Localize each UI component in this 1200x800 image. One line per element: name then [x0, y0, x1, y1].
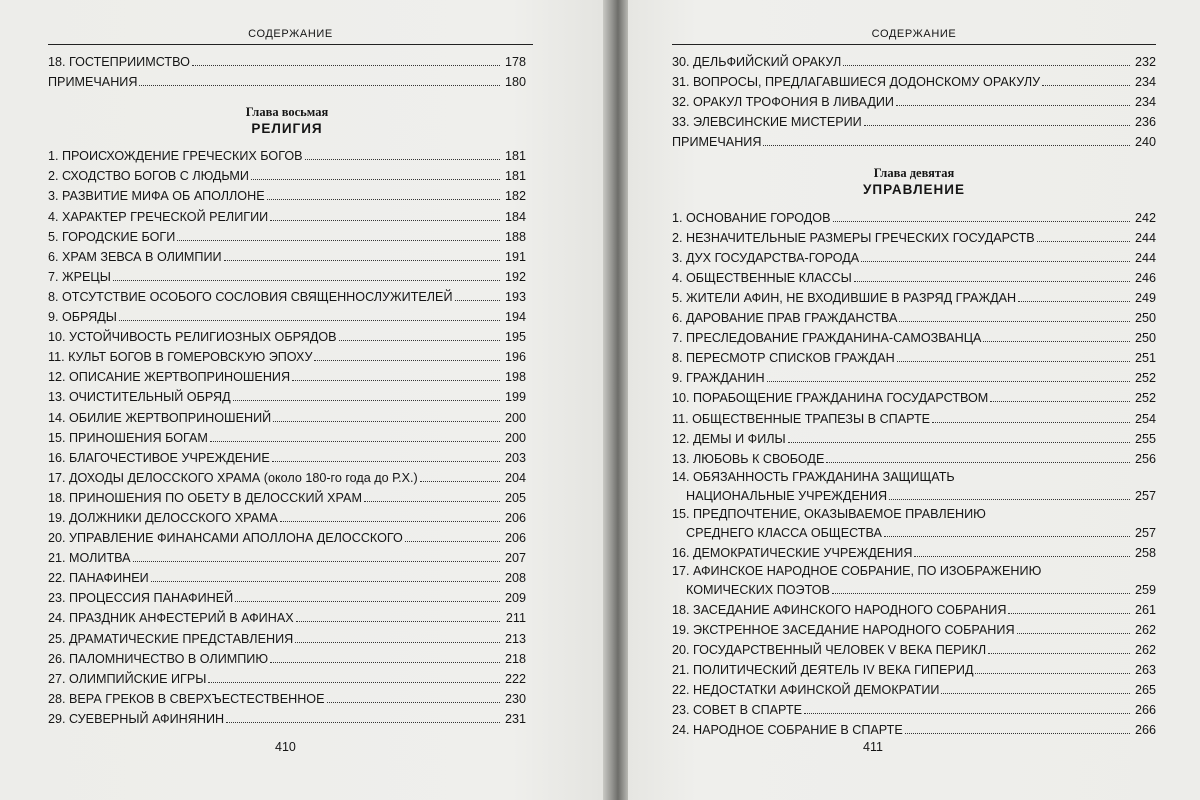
toc-entry-page: 213	[504, 631, 526, 646]
page-number: 411	[863, 740, 883, 754]
leader-dots	[896, 105, 1130, 106]
leader-dots	[113, 280, 500, 281]
toc-entry[interactable]	[672, 698, 1156, 718]
leader-dots	[455, 300, 500, 301]
leader-dots	[420, 481, 500, 482]
leader-dots	[192, 65, 500, 66]
toc-entry-page: 250	[1134, 331, 1156, 346]
toc-entry-page: 246	[1134, 270, 1156, 285]
toc-entry-title: 30. ДЕЛЬФИЙСКИЙ ОРАКУЛ	[672, 55, 842, 70]
leader-dots	[1037, 241, 1130, 242]
toc-entry[interactable]	[672, 130, 1156, 150]
toc-entry-title: 22. ПАНАФИНЕИ	[48, 571, 149, 586]
leader-dots	[226, 722, 500, 723]
toc-list-right	[672, 50, 1156, 738]
toc-entry-title: 18. ГОСТЕПРИИМСТВО	[48, 55, 190, 70]
toc-entry-title: 23. ПРОЦЕССИЯ ПАНАФИНЕЙ	[48, 591, 234, 606]
toc-entry-page: 255	[1134, 431, 1156, 446]
toc-entry-page: 262	[1134, 643, 1156, 658]
toc-entry[interactable]	[48, 204, 526, 224]
toc-entry-page: 232	[1134, 55, 1156, 70]
leader-dots	[339, 340, 500, 341]
right-page	[628, 0, 1200, 800]
toc-entry[interactable]	[48, 586, 526, 606]
leader-dots	[990, 401, 1130, 402]
toc-entry-page: 259	[1134, 582, 1156, 597]
toc-entry-title: 10. УСТОЙЧИВОСТЬ РЕЛИГИОЗНЫХ ОБРЯДОВ	[48, 330, 337, 345]
toc-entry[interactable]	[48, 245, 526, 265]
toc-entry[interactable]	[48, 70, 526, 90]
toc-entry-title: 17. АФИНСКОЕ НАРОДНОЕ СОБРАНИЕ, ПО ИЗОБРАЖЕНИЮ	[672, 563, 1042, 578]
leader-dots	[327, 702, 501, 703]
leader-dots	[788, 442, 1130, 443]
toc-entry-page: 231	[504, 711, 526, 726]
leader-dots	[861, 261, 1130, 262]
toc-entry-page: 178	[504, 55, 526, 70]
toc-entry-title: 22. НЕДОСТАТКИ АФИНСКОЙ ДЕМОКРАТИИ	[672, 683, 940, 698]
toc-entry-title: 23. СОВЕТ В СПАРТЕ	[672, 703, 802, 718]
toc-entry[interactable]	[672, 70, 1156, 90]
toc-entry[interactable]	[48, 506, 526, 526]
toc-entry-page: 206	[504, 510, 526, 525]
toc-entry-page: 195	[504, 330, 526, 345]
leader-dots	[273, 421, 500, 422]
toc-entry[interactable]	[672, 266, 1156, 286]
leader-dots	[267, 199, 500, 200]
toc-entry[interactable]	[48, 325, 526, 345]
toc-entry-title: 7. ЖРЕЦЫ	[48, 269, 111, 284]
toc-entry-title: 16. БЛАГОЧЕСТИВОЕ УЧРЕЖДЕНИЕ	[48, 450, 270, 465]
toc-entry-title: ПРИМЕЧАНИЯ	[672, 135, 762, 150]
leader-dots	[864, 125, 1130, 126]
leader-dots	[832, 593, 1130, 594]
toc-entry[interactable]	[48, 626, 526, 646]
leader-dots	[767, 381, 1130, 382]
toc-entry-title: 31. ВОПРОСЫ, ПРЕДЛАГАВШИЕСЯ ДОДОНСКОМУ ОРАКУЛУ	[672, 75, 1041, 90]
toc-entry-title: 27. ОЛИМПИЙСКИЕ ИГРЫ	[48, 671, 207, 686]
leader-dots	[763, 145, 1130, 146]
toc-entry-title: 2. СХОДСТВО БОГОВ С ЛЮДЬМИ	[48, 169, 249, 184]
leader-dots	[897, 361, 1130, 362]
toc-entry-page: 252	[1134, 391, 1156, 406]
toc-entry-page: 263	[1134, 663, 1156, 678]
chapter-entries-cont	[672, 598, 1156, 739]
toc-entry-title-cont: СРЕДНЕГО КЛАССА ОБЩЕСТВА	[686, 525, 882, 540]
leader-dots	[1008, 613, 1130, 614]
toc-entry-title: 14. ОБЯЗАННОСТЬ ГРАЖДАНИНА ЗАЩИЩАТЬ	[672, 469, 955, 484]
toc-entry[interactable]	[48, 184, 526, 204]
toc-entry[interactable]	[672, 427, 1156, 447]
toc-entry[interactable]	[672, 50, 1156, 70]
toc-entry-title: 29. СУЕВЕРНЫЙ АФИНЯНИН	[48, 711, 225, 726]
toc-entry-page: 203	[504, 450, 526, 465]
toc-entry-page: 184	[504, 209, 526, 224]
toc-entry-title: 18. ПРИНОШЕНИЯ ПО ОБЕТУ В ДЕЛОССКИЙ ХРАМ	[48, 490, 362, 505]
toc-entry-title: ПРИМЕЧАНИЯ	[48, 75, 138, 90]
toc-entry-title: 10. ПОРАБОЩЕНИЕ ГРАЖДАНИНА ГОСУДАРСТВОМ	[672, 391, 989, 406]
toc-entry-title: 3. РАЗВИТИЕ МИФА ОБ АПОЛЛОНЕ	[48, 189, 265, 204]
leader-dots	[914, 556, 1130, 557]
toc-entry-title: 9. ГРАЖДАНИН	[672, 371, 765, 386]
leader-dots	[119, 320, 500, 321]
toc-entry[interactable]	[48, 526, 526, 546]
toc-entry-title: 21. МОЛИТВА	[48, 551, 131, 566]
leader-dots	[889, 499, 1130, 500]
toc-entry-page: 192	[504, 269, 526, 284]
toc-entry-page: 244	[1134, 250, 1156, 265]
leader-dots	[405, 541, 500, 542]
toc-entry-title: 24. ПРАЗДНИК АНФЕСТЕРИЙ В АФИНАХ	[48, 611, 294, 626]
toc-entry[interactable]	[672, 226, 1156, 246]
toc-entry-title: 5. ЖИТЕЛИ АФИН, НЕ ВХОДИВШИЕ В РАЗРЯД ГРАЖДАН	[672, 290, 1017, 305]
book-gutter	[603, 0, 628, 800]
leader-dots	[804, 713, 1130, 714]
toc-entry-page: 198	[504, 370, 526, 385]
toc-entry-page: 249	[1134, 290, 1156, 305]
toc-entry[interactable]	[672, 246, 1156, 266]
toc-entry-page: 194	[504, 310, 526, 325]
leader-dots	[314, 360, 500, 361]
toc-entry[interactable]	[48, 486, 526, 506]
toc-entry-page: 257	[1134, 488, 1156, 503]
toc-entry-title: 11. КУЛЬТ БОГОВ В ГОМЕРОВСКУЮ ЭПОХУ	[48, 350, 313, 365]
toc-entry[interactable]	[672, 406, 1156, 426]
leader-dots	[932, 422, 1130, 423]
toc-entry-title: 9. ОБРЯДЫ	[48, 310, 117, 325]
leader-dots	[272, 461, 500, 462]
header-rule	[48, 44, 533, 45]
toc-entry[interactable]	[48, 566, 526, 586]
toc-entry[interactable]	[48, 285, 526, 305]
toc-entry-page: 211	[505, 611, 526, 626]
toc-entry-title: 19. ДОЛЖНИКИ ДЕЛОССКОГО ХРАМА	[48, 510, 278, 525]
toc-entry[interactable]	[48, 385, 526, 405]
toc-entry-title: 2. НЕЗНАЧИТЕЛЬНЫЕ РАЗМЕРЫ ГРЕЧЕСКИХ ГОСУДАРСТВ	[672, 230, 1035, 245]
toc-entry-title: 4. ОБЩЕСТВЕННЫЕ КЛАССЫ	[672, 270, 852, 285]
toc-entry[interactable]	[672, 541, 1156, 561]
leader-dots	[295, 642, 500, 643]
toc-entry[interactable]	[48, 164, 526, 184]
toc-entry-title-cont: КОМИЧЕСКИХ ПОЭТОВ	[686, 582, 830, 597]
toc-entry-title: 6. ХРАМ ЗЕВСА В ОЛИМПИИ	[48, 249, 222, 264]
toc-entry[interactable]	[672, 286, 1156, 306]
toc-entry-title: 18. ЗАСЕДАНИЕ АФИНСКОГО НАРОДНОГО СОБРАНИЯ	[672, 602, 1007, 617]
toc-entry-page: 240	[1134, 135, 1156, 150]
toc-entry-page: 258	[1134, 545, 1156, 560]
toc-entry-page: 266	[1134, 723, 1156, 738]
toc-entry[interactable]	[48, 365, 526, 385]
toc-entry-page: 182	[504, 189, 526, 204]
leader-dots	[826, 462, 1130, 463]
leader-dots	[1018, 301, 1130, 302]
header-rule	[672, 44, 1156, 45]
leader-dots	[843, 65, 1130, 66]
toc-entry[interactable]	[48, 667, 526, 687]
toc-entry-page: 234	[1134, 75, 1156, 90]
toc-entry[interactable]	[48, 265, 526, 285]
toc-entry-page: 204	[504, 470, 526, 485]
toc-entry[interactable]	[672, 504, 1156, 541]
leader-dots	[177, 240, 500, 241]
toc-entry-title: 7. ПРЕСЛЕДОВАНИЕ ГРАЖДАНИНА-САМОЗВАНЦА	[672, 331, 982, 346]
toc-entry[interactable]	[672, 598, 1156, 618]
toc-entry-title: 21. ПОЛИТИЧЕСКИЙ ДЕЯТЕЛЬ IV ВЕКА ГИПЕРИД	[672, 663, 974, 678]
toc-entry-page: 242	[1134, 210, 1156, 225]
toc-entry[interactable]	[48, 687, 526, 707]
toc-entry[interactable]	[48, 305, 526, 325]
chapter-label: Глава восьмая	[245, 105, 329, 120]
toc-entry-page: 191	[504, 249, 526, 264]
toc-entry-page: 188	[504, 229, 526, 244]
toc-entry-title: 12. ОПИСАНИЕ ЖЕРТВОПРИНОШЕНИЯ	[48, 370, 291, 385]
leader-dots	[899, 321, 1130, 322]
toc-entry-title: 1. ОСНОВАНИЕ ГОРОДОВ	[672, 210, 831, 225]
toc-entry[interactable]	[672, 386, 1156, 406]
toc-entry[interactable]	[672, 561, 1156, 598]
toc-entry[interactable]	[48, 345, 526, 365]
leader-dots	[233, 400, 500, 401]
toc-entry-page: 266	[1134, 703, 1156, 718]
leader-dots	[296, 621, 500, 622]
toc-entry-title: 4. ХАРАКТЕР ГРЕЧЕСКОЙ РЕЛИГИИ	[48, 209, 269, 224]
toc-entry-page: 181	[504, 169, 526, 184]
leader-dots	[270, 662, 500, 663]
toc-entry-page: 207	[504, 551, 526, 566]
toc-entry-page: 236	[1134, 115, 1156, 130]
toc-entry[interactable]	[48, 647, 526, 667]
toc-entry-page: 200	[504, 430, 526, 445]
leader-dots	[210, 441, 500, 442]
toc-entry[interactable]	[48, 606, 526, 626]
toc-entry-title: 33. ЭЛЕВСИНСКИЕ МИСТЕРИИ	[672, 115, 862, 130]
toc-entry[interactable]	[48, 546, 526, 566]
toc-entry-title: 12. ДЕМЫ И ФИЛЫ	[672, 431, 786, 446]
toc-entry[interactable]	[672, 447, 1156, 467]
leader-dots	[884, 536, 1130, 537]
leader-dots	[983, 341, 1130, 342]
toc-entry-page: 196	[504, 350, 526, 365]
chapter-label: Глава девятая	[873, 166, 955, 181]
pre-entries	[672, 50, 1156, 150]
toc-entry-title: 11. ОБЩЕСТВЕННЫЕ ТРАПЕЗЫ В СПАРТЕ	[672, 411, 931, 426]
toc-entry-title: 19. ЭКСТРЕННОЕ ЗАСЕДАНИЕ НАРОДНОГО СОБРАНИЯ	[672, 622, 1015, 637]
toc-entry[interactable]	[672, 110, 1156, 130]
toc-entry-page: 254	[1134, 411, 1156, 426]
toc-entry-title: 16. ДЕМОКРАТИЧЕСКИЕ УЧРЕЖДЕНИЯ	[672, 545, 913, 560]
toc-entry-title: 20. УПРАВЛЕНИЕ ФИНАНСАМИ АПОЛЛОНА ДЕЛОССКОГО	[48, 531, 403, 546]
leader-dots	[1042, 85, 1130, 86]
toc-entry-title: 26. ПАЛОМНИЧЕСТВО В ОЛИМПИЮ	[48, 651, 269, 666]
toc-entry[interactable]	[48, 225, 526, 245]
toc-entry-title: 1. ПРОИСХОЖДЕНИЕ ГРЕЧЕСКИХ БОГОВ	[48, 149, 303, 164]
chapter-entries	[672, 205, 1156, 466]
toc-entry-title: 15. ПРИНОШЕНИЯ БОГАМ	[48, 430, 208, 445]
toc-entry[interactable]	[48, 707, 526, 727]
toc-entry[interactable]	[672, 678, 1156, 698]
toc-entry[interactable]	[672, 306, 1156, 326]
toc-entry-page: 222	[504, 671, 526, 686]
leader-dots	[251, 179, 500, 180]
toc-entry-page: 181	[504, 149, 526, 164]
toc-entry-page: 206	[504, 531, 526, 546]
leader-dots	[854, 281, 1130, 282]
toc-entry[interactable]	[672, 467, 1156, 504]
toc-entry-page: 208	[504, 571, 526, 586]
leader-dots	[235, 601, 500, 602]
toc-entry-page: 205	[504, 490, 526, 505]
toc-entry-title: 3. ДУХ ГОСУДАРСТВА-ГОРОДА	[672, 250, 860, 265]
toc-entry-page: 251	[1134, 351, 1156, 366]
toc-entry[interactable]	[48, 426, 526, 446]
toc-entry-title: 28. ВЕРА ГРЕКОВ В СВЕРХЪЕСТЕСТВЕННОЕ	[48, 691, 325, 706]
toc-entry-page: 256	[1134, 451, 1156, 466]
toc-entry-page: 244	[1134, 230, 1156, 245]
toc-entry-page: 218	[504, 651, 526, 666]
toc-entry[interactable]	[672, 638, 1156, 658]
toc-entry-title: 24. НАРОДНОЕ СОБРАНИЕ В СПАРТЕ	[672, 723, 903, 738]
toc-entry[interactable]	[48, 50, 526, 70]
running-header: СОДЕРЖАНИЕ	[871, 28, 957, 40]
toc-entry-page: 180	[504, 75, 526, 90]
chapter-title: РЕЛИГИЯ	[251, 121, 323, 137]
toc-entry[interactable]	[48, 144, 526, 164]
toc-entry-title: 13. ОЧИСТИТЕЛЬНЫЙ ОБРЯД	[48, 390, 231, 405]
toc-entry-page: 257	[1134, 525, 1156, 540]
leader-dots	[905, 733, 1130, 734]
toc-entry[interactable]	[672, 366, 1156, 386]
toc-entry-page: 200	[504, 410, 526, 425]
leader-dots	[151, 581, 500, 582]
toc-entry-page: 230	[504, 691, 526, 706]
leader-dots	[305, 159, 500, 160]
leader-dots	[988, 653, 1130, 654]
toc-entry[interactable]	[672, 718, 1156, 738]
toc-entry[interactable]	[672, 90, 1156, 110]
leader-dots	[280, 521, 500, 522]
toc-entry[interactable]	[672, 618, 1156, 638]
toc-entry[interactable]	[672, 205, 1156, 225]
leader-dots	[133, 561, 500, 562]
toc-entry[interactable]	[48, 446, 526, 466]
toc-entry-title: 32. ОРАКУЛ ТРОФОНИЯ В ЛИВАДИИ	[672, 95, 894, 110]
toc-entry-page: 265	[1134, 683, 1156, 698]
toc-entry-title: 25. ДРАМАТИЧЕСКИЕ ПРЕДСТАВЛЕНИЯ	[48, 631, 294, 646]
toc-entry[interactable]	[672, 346, 1156, 366]
leader-dots	[139, 85, 500, 86]
toc-entry-title-cont: НАЦИОНАЛЬНЫЕ УЧРЕЖДЕНИЯ	[686, 488, 888, 503]
toc-entry-title: 8. ОТСУТСТВИЕ ОСОБОГО СОСЛОВИЯ СВЯЩЕННОСЛУЖИТЕЛЕЙ	[48, 289, 453, 304]
toc-entry-title: 14. ОБИЛИЕ ЖЕРТВОПРИНОШЕНИЙ	[48, 410, 272, 425]
running-header: СОДЕРЖАНИЕ	[248, 28, 333, 40]
toc-entry-title: 20. ГОСУДАРСТВЕННЫЙ ЧЕЛОВЕК V ВЕКА ПЕРИКЛ	[672, 643, 987, 658]
toc-entry-page: 261	[1134, 602, 1156, 617]
leader-dots	[833, 221, 1131, 222]
leader-dots	[364, 501, 500, 502]
page-number: 410	[275, 740, 296, 754]
leader-dots	[941, 693, 1130, 694]
leader-dots	[270, 220, 500, 221]
leader-dots	[1017, 633, 1130, 634]
toc-entry-title: 8. ПЕРЕСМОТР СПИСКОВ ГРАЖДАН	[672, 351, 895, 366]
chapter-title: УПРАВЛЕНИЕ	[862, 182, 965, 198]
toc-entry-title: 6. ДАРОВАНИЕ ПРАВ ГРАЖДАНСТВА	[672, 311, 898, 326]
toc-entry[interactable]	[672, 326, 1156, 346]
toc-entry-page: 234	[1134, 95, 1156, 110]
toc-entry[interactable]	[672, 658, 1156, 678]
leader-dots	[224, 260, 500, 261]
toc-entry[interactable]	[48, 405, 526, 425]
leader-dots	[292, 380, 500, 381]
toc-entry-title: 5. ГОРОДСКИЕ БОГИ	[48, 229, 176, 244]
chapter-entries	[48, 144, 526, 727]
toc-list-left	[48, 50, 526, 727]
toc-entry-title: 13. ЛЮБОВЬ К СВОБОДЕ	[672, 451, 825, 466]
toc-entry-title: 17. ДОХОДЫ ДЕЛОССКОГО ХРАМА (около 180-го года до Р.Х.)	[48, 470, 418, 485]
toc-entry-page: 252	[1134, 371, 1156, 386]
toc-entry-page: 193	[504, 289, 526, 304]
toc-entry-page: 209	[504, 591, 526, 606]
toc-entry-title: 15. ПРЕДПОЧТЕНИЕ, ОКАЗЫВАЕМОЕ ПРАВЛЕНИЮ	[672, 506, 986, 521]
toc-entry-page: 262	[1134, 622, 1156, 637]
toc-entry-page: 199	[504, 390, 526, 405]
toc-entry-page: 250	[1134, 311, 1156, 326]
toc-entry[interactable]	[48, 466, 526, 486]
leader-dots	[975, 673, 1130, 674]
leader-dots	[208, 682, 500, 683]
